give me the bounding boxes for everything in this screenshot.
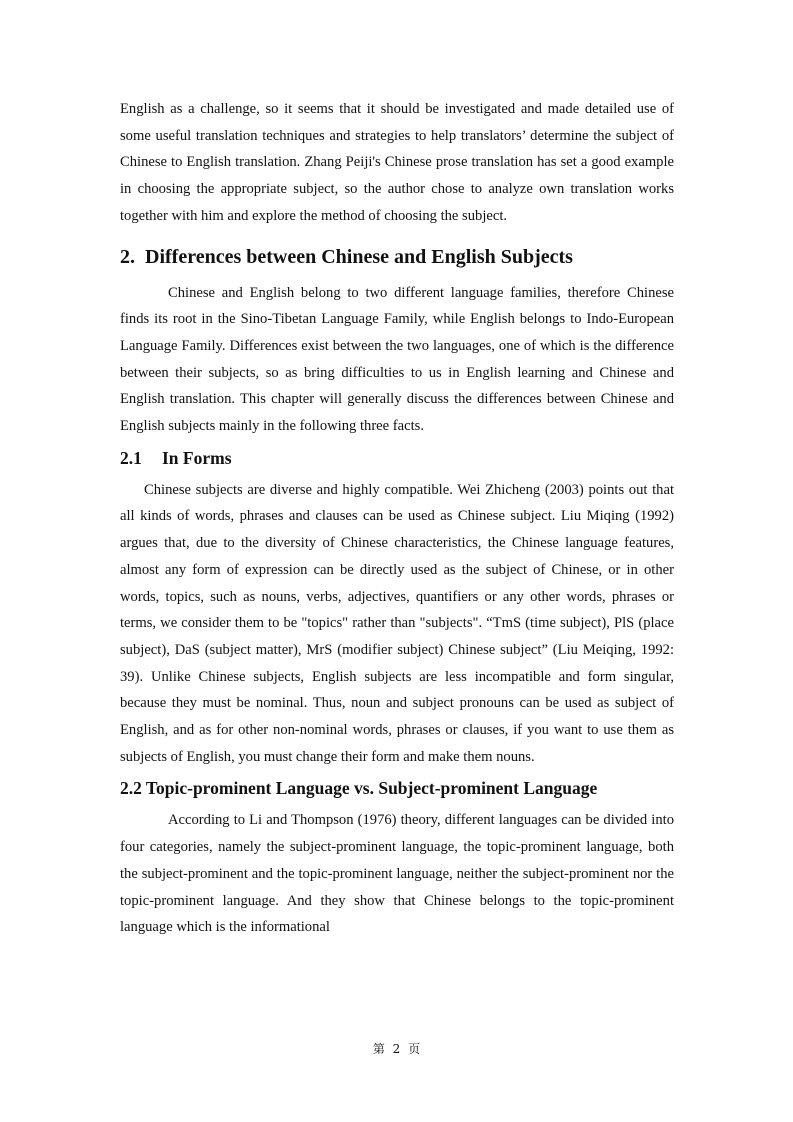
page-body xyxy=(120,96,674,941)
section-2-1-title: In Forms xyxy=(162,447,232,468)
chapter-2-heading xyxy=(120,240,674,274)
section-2-2-heading: 2.2 Topic-prominent Language vs. Subject-prominent Language xyxy=(120,778,598,799)
chapter-2-title: Differences between Chinese and English Subjects xyxy=(145,245,573,268)
page-number-footer: 第 2 页 xyxy=(372,1042,421,1056)
chapter-2-paragraph: Chinese and English belong to two different language families, therefore Chinese finds its root in the Sino-Tibetan Language Family, while English belongs to Indo-European Language Family. Differences exist between the two languages, one of which is the difference between their subjects, so as bring difficulties to us in English learning and Chinese and English translation. This chapter will generally discuss the differences between Chinese and English subjects mainly in the following three facts. xyxy=(120,284,674,435)
chapter-2-number: 2. xyxy=(120,245,135,268)
intro-paragraph: English as a challenge, so it seems that it should be investigated and made detailed use of some useful translation techniques and strategies to help translators’ determine the subject of Chinese to English translation. Zhang Peiji's Chinese prose translation has set a good example in choosing the appropriate subject, so the author chose to analyze own translation works together with him and explore the method of choosing the subject. xyxy=(120,101,674,224)
section-2-1-paragraph: Chinese subjects are diverse and highly compatible. Wei Zhicheng (2003) points out that all kinds of words, phrases and clauses can be used as Chinese subject. Liu Miqing (1992) argues that, due to the diversity of Chinese characteristics, the Chinese language features, almost any form of expression can be directly used as the subject of Chinese, or in other words, topics, such as nouns, verbs, adjectives, quantifiers or any other words, phrases or terms, we consider them to be "topics" rather than "subjects". “TmS (time subject), PlS (place subject), DaS (subject matter), MrS (modifier subject) Chinese subject” (Liu Meiqing, 1992: 39). Unlike Chinese subjects, English subjects are less incompatible and form singular, because they must be nominal. Thus, noun and subject pronouns can be used as subject of English, and as for other non-nominal words, phrases or clauses, if you want to use them as subjects of English, you must change their form and make them nouns. xyxy=(120,481,674,765)
section-2-1-number: 2.1 xyxy=(120,447,142,468)
section-2-1-heading xyxy=(120,444,674,472)
section-2-2-paragraph: According to Li and Thompson (1976) theory, different languages can be divided into four categories, namely the subject-prominent language, the topic-prominent language, both the subject-prominent and the topic-prominent language, neither the subject-prominent nor the topic-prominent language. And they show that Chinese belongs to the topic-prominent language which is the informational xyxy=(120,812,674,936)
